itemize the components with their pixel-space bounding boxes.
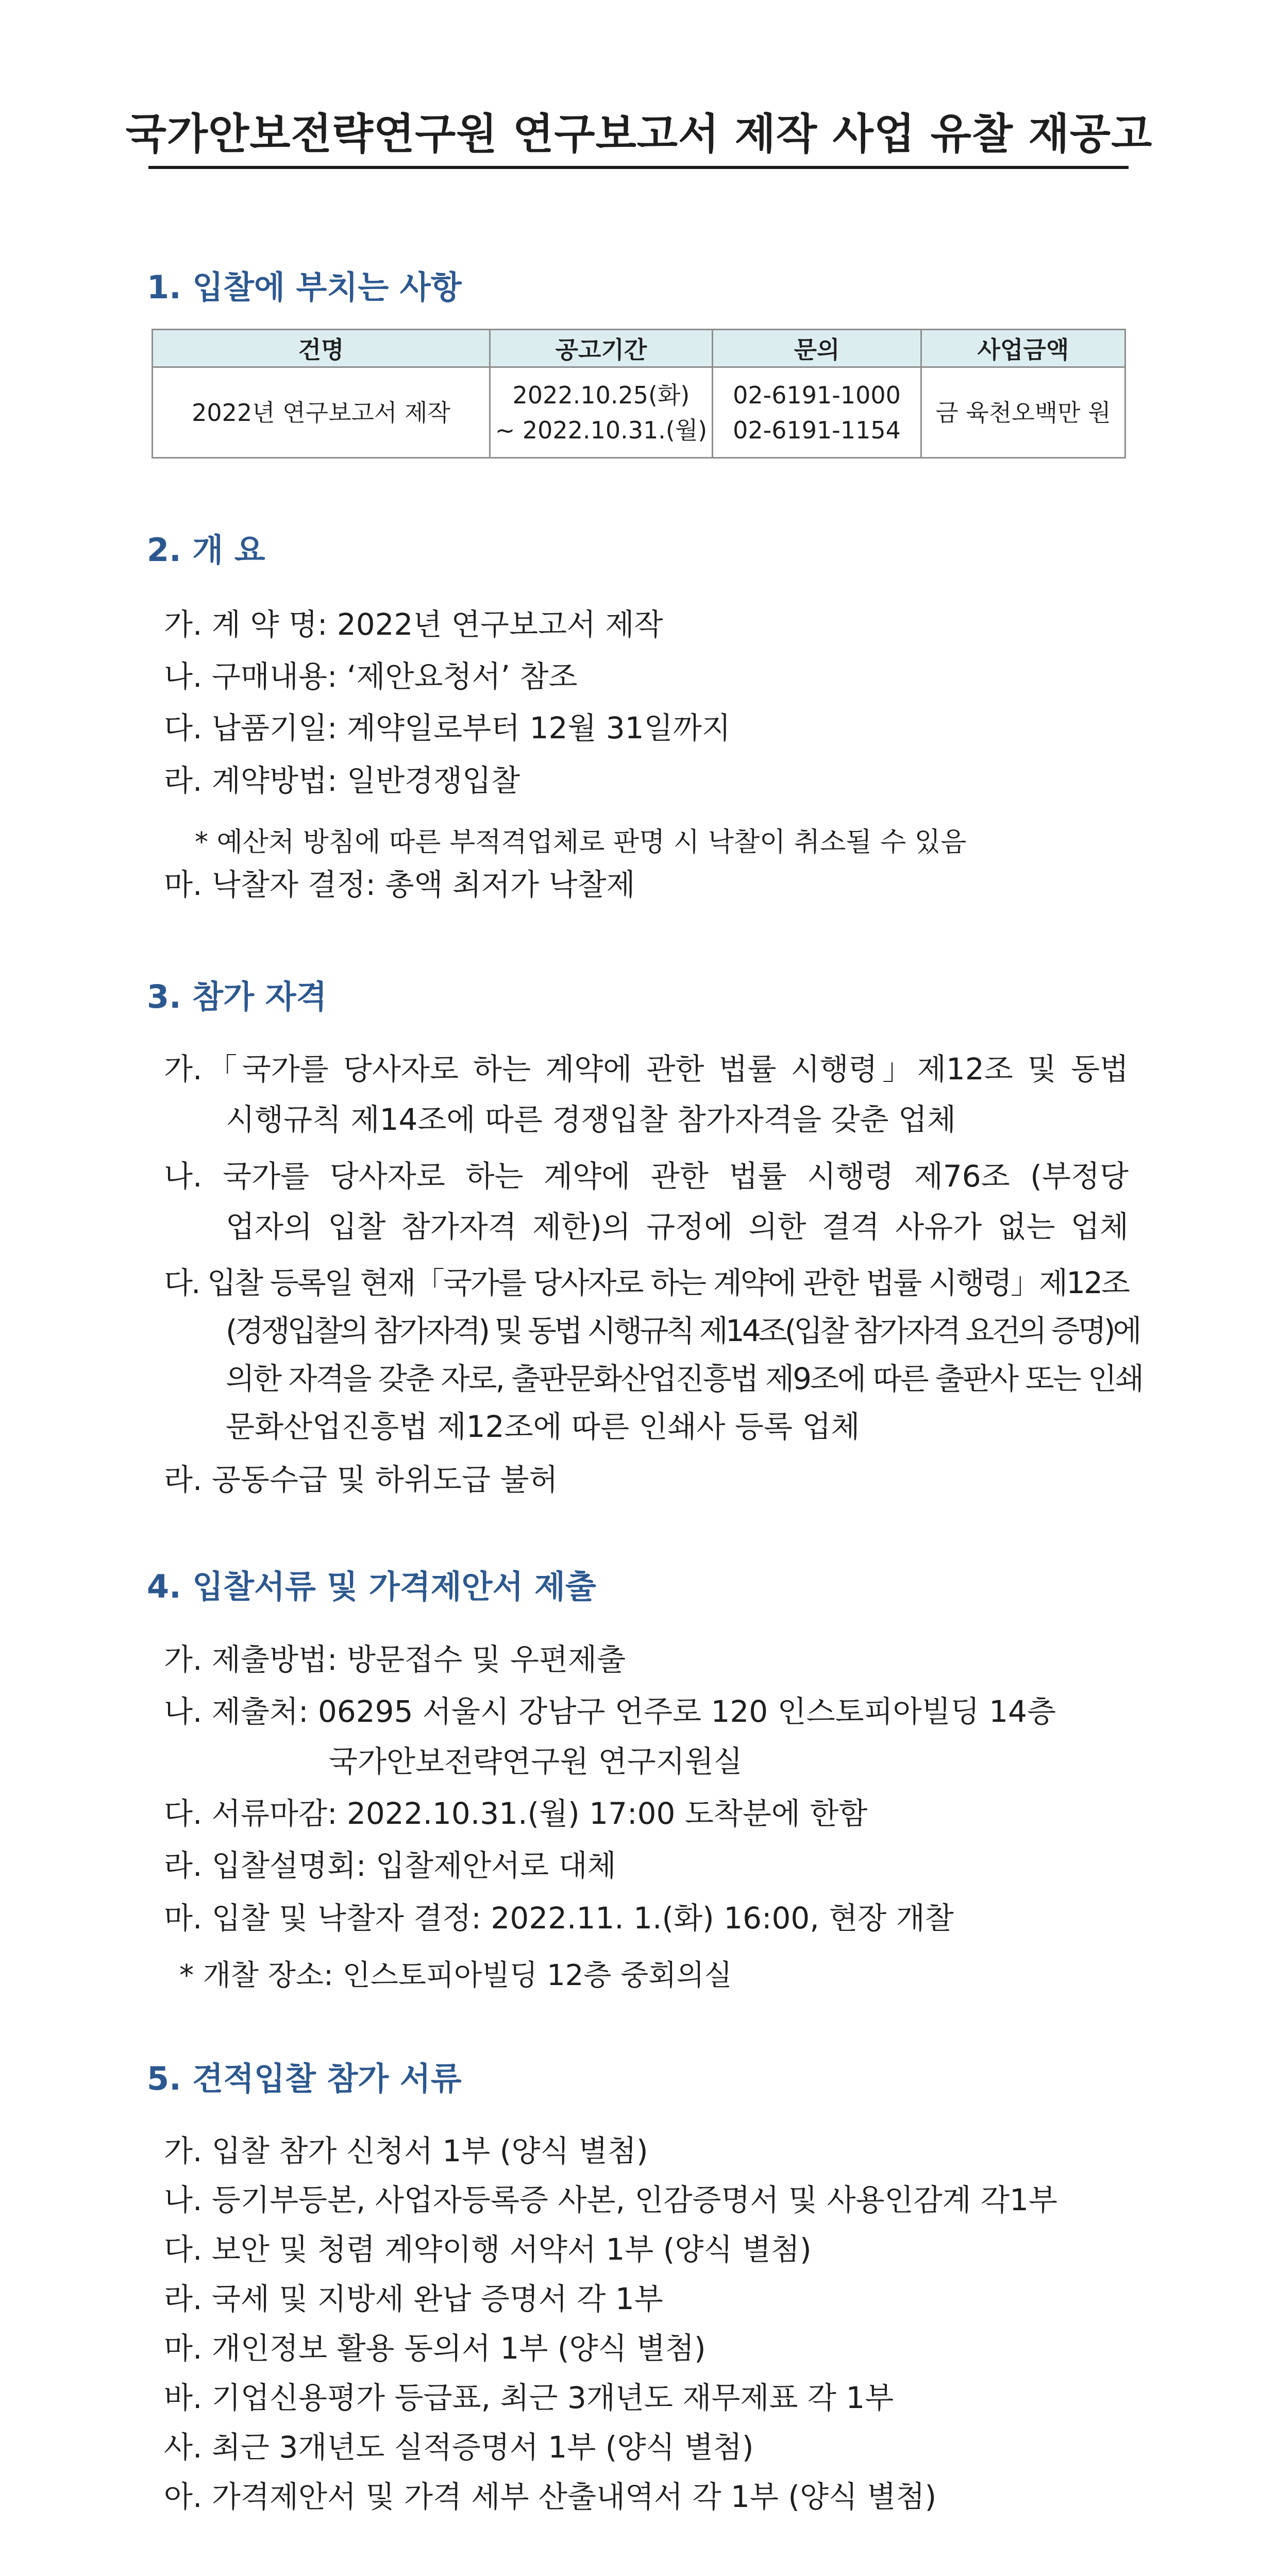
submission-item-cont: 국가안보전략연구원 연구지원실 — [329, 1744, 743, 1779]
qualification-item-d: 라. 공동수급 및 하위도급 불허 — [164, 1462, 558, 1497]
section-2-heading: 2. 개 요 — [147, 531, 265, 569]
submission-item: 라. 입찰설명회: 입찰제안서로 대체 — [164, 1848, 616, 1883]
table-header-name: 건명 — [153, 330, 490, 367]
bid-info-table — [152, 329, 1126, 459]
title-underline — [148, 166, 1129, 169]
qualification-item-c-cont: (경쟁입찰의 참가자격) 및 동법 시행규칙 제14조(입찰 참가자격 요건의 증명)에 — [226, 1313, 1139, 1348]
table-cell-name: 2022년 연구보고서 제작 — [153, 367, 490, 458]
overview-item: 다. 납품기일: 계약일로부터 12월 31일까지 — [164, 710, 731, 745]
submission-item: 나. 제출처: 06295 서울시 강남구 언주로 120 인스토피아빌딩 14층 — [164, 1694, 1056, 1729]
contact-phone-2: 02-6191-1154 — [733, 416, 901, 444]
section-3-heading: 3. 참가 자격 — [147, 978, 327, 1015]
table-cell-contact — [713, 367, 921, 458]
qualification-item-b-cont: 업자의 입찰 참가자격 제한)의 규정에 의한 결격 사유가 없는 업체 — [226, 1209, 1129, 1244]
table-cell-period — [490, 367, 713, 458]
document-list-item: 바. 기업신용평가 등급표, 최근 3개년도 재무제표 각 1부 — [164, 2380, 894, 2415]
document-list-item: 다. 보안 및 청렴 계약이행 서약서 1부 (양식 별첨) — [164, 2232, 812, 2267]
document-list-item: 나. 등기부등본, 사업자등록증 사본, 인감증명서 및 사용인감계 각1부 — [164, 2182, 1058, 2217]
submission-note: * 개찰 장소: 인스토피아빌딩 12층 중회의실 — [179, 1959, 732, 1992]
document-list-item: 라. 국세 및 지방세 완납 증명서 각 1부 — [164, 2281, 663, 2316]
submission-item: 가. 제출방법: 방문접수 및 우편제출 — [164, 1642, 626, 1677]
contact-phone-1: 02-6191-1000 — [733, 381, 901, 409]
qualification-item-c: 다. 입찰 등록일 현재「국가를 당사자로 하는 계약에 관한 법률 시행령」제12조 — [164, 1265, 1129, 1300]
table-header-row — [153, 330, 1125, 367]
section-5-heading: 5. 견적입찰 참가 서류 — [147, 2060, 462, 2097]
qualification-item-c-cont: 의한 자격을 갖춘 자로, 출판문화산업진흥법 제9조에 따른 출판사 또는 인쇄 — [226, 1361, 1143, 1396]
document-list-item: 가. 입찰 참가 신청서 1부 (양식 별첨) — [164, 2133, 648, 2168]
overview-item: 라. 계약방법: 일반경쟁입찰 — [164, 763, 520, 798]
overview-note: * 예산처 방침에 따른 부적격업체로 판명 시 낙찰이 취소될 수 있음 — [195, 827, 967, 858]
document-list-item: 사. 최근 3개년도 실적증명서 1부 (양식 별첨) — [164, 2430, 754, 2465]
overview-item: 가. 계 약 명: 2022년 연구보고서 제작 — [164, 607, 663, 642]
qualification-item-a-cont: 시행규칙 제14조에 따른 경쟁입찰 참가자격을 갖춘 업체 — [226, 1102, 956, 1137]
table-header-amount: 사업금액 — [921, 330, 1125, 367]
period-start: 2022.10.25(화) — [512, 381, 690, 409]
period-end: ~ 2022.10.31.(월) — [495, 416, 708, 444]
table-header-period: 공고기간 — [490, 330, 713, 367]
document-title: 국가안보전략연구원 연구보고서 제작 사업 유찰 재공고 — [125, 110, 1153, 159]
submission-item: 다. 서류마감: 2022.10.31.(월) 17:00 도착분에 한함 — [164, 1796, 868, 1831]
table-header-contact: 문의 — [713, 330, 921, 367]
document-list-item: 마. 개인정보 활용 동의서 1부 (양식 별첨) — [164, 2331, 706, 2366]
section-1-heading: 1. 입찰에 부치는 사항 — [147, 268, 462, 306]
document-list-item: 아. 가격제안서 및 가격 세부 산출내역서 각 1부 (양식 별첨) — [164, 2479, 937, 2514]
section-4-heading: 4. 입찰서류 및 가격제안서 제출 — [147, 1568, 596, 1605]
qualification-item-a: 가.「국가를 당사자로 하는 계약에 관한 법률 시행령」제12조 및 동법 — [164, 1052, 1129, 1087]
overview-item: 마. 낙찰자 결정: 총액 최저가 낙찰제 — [164, 867, 635, 902]
submission-item: 마. 입찰 및 낙찰자 결정: 2022.11. 1.(화) 16:00, 현장 개찰 — [164, 1901, 954, 1936]
table-cell-amount: 금 육천오백만 원 — [921, 367, 1125, 458]
table-row — [153, 367, 1125, 458]
qualification-item-c-cont: 문화산업진흥법 제12조에 따른 인쇄사 등록 업체 — [226, 1409, 860, 1444]
overview-item: 나. 구매내용: ‘제안요청서’ 참조 — [164, 659, 578, 694]
qualification-item-b: 나. 국가를 당사자로 하는 계약에 관한 법률 시행령 제76조 (부정당 — [164, 1159, 1129, 1194]
